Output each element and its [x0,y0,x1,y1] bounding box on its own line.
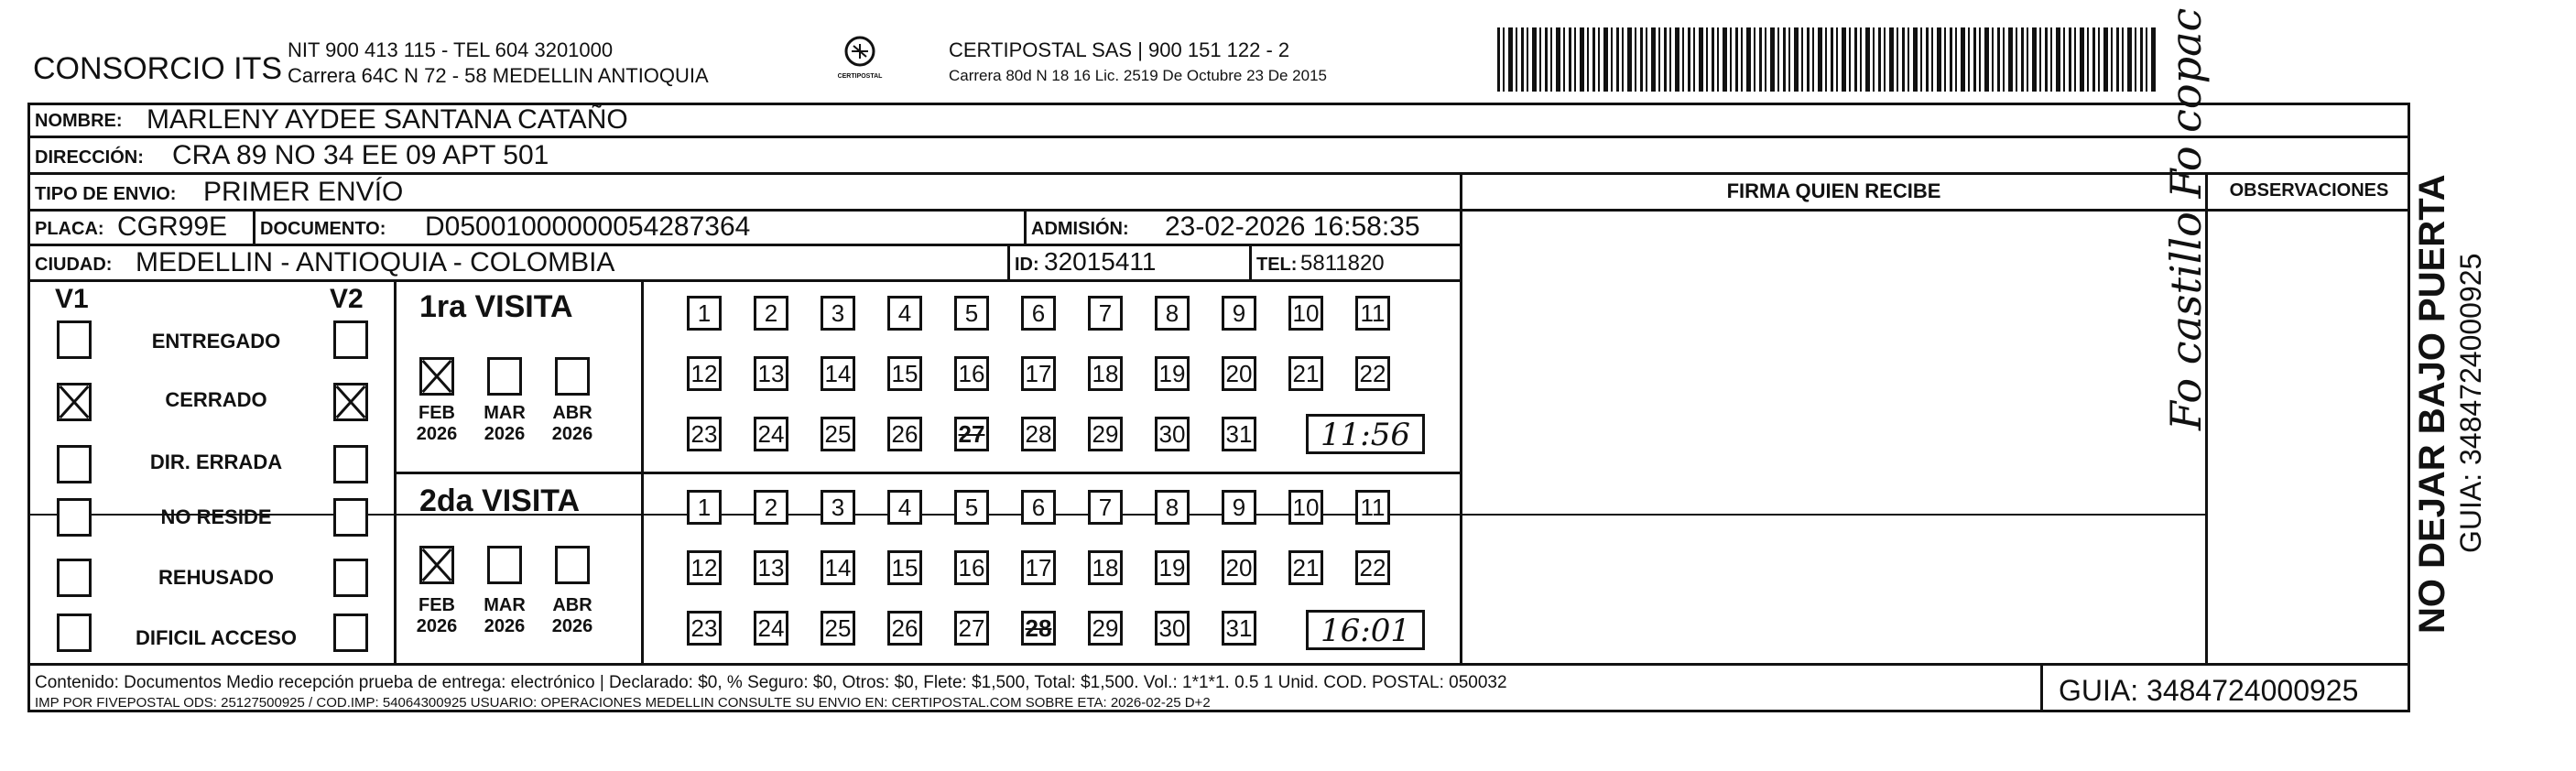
certipostal-logo [831,33,888,88]
ciudad-value: MEDELLIN - ANTIOQUIA - COLOMBIA [136,247,615,277]
first-visit-day-12[interactable]: 12 [687,356,722,391]
observaciones-header: OBSERVACIONES [2229,180,2389,201]
documento-label: DOCUMENTO: [260,219,386,239]
no-dejar-bajo-puerta: NO DEJAR BAJO PUERTA [2412,174,2452,634]
admision-label: ADMISIÓN: [1031,219,1129,239]
footer-imp: IMP POR FIVEPOSTAL ODS: 25127500925 / COD.IMP: 54064300925 USUARIO: OPERACIONES MEDELLIN CONSULTE SU ENVIO EN: CERTIPOSTAL.COM SOBRE ETA: 2026-02-25 D+2 [35,695,1211,711]
first-visit-day-22[interactable]: 22 [1355,356,1390,391]
second-visit-day-21[interactable]: 21 [1288,550,1323,585]
firma-header: FIRMA QUIEN RECIBE [1726,179,1941,202]
second-visit-day-26[interactable]: 26 [887,611,922,646]
certipostal-address: Carrera 80d N 18 16 Lic. 2519 De Octubre 23 De 2015 [949,67,1327,84]
second-visit-day-1[interactable]: 1 [687,490,722,525]
first-visit-day-28[interactable]: 28 [1021,417,1056,451]
first-visit-day-10[interactable]: 10 [1288,296,1323,331]
placa-label: PLACA: [35,219,104,239]
second-visit-day-14[interactable]: 14 [821,550,855,585]
id-label: ID: [1015,255,1039,275]
second-visit-day-24[interactable]: 24 [754,611,788,646]
second-visit-day-23[interactable]: 23 [687,611,722,646]
v2-checkbox-entregado[interactable] [333,320,368,359]
v1-checkbox-rehusado[interactable] [57,559,92,597]
side-guia: GUIA: 3484724000925 [2454,253,2487,553]
second-visit-day-4[interactable]: 4 [887,490,922,525]
v1-checkbox-dificil-acceso[interactable] [57,614,92,652]
first-visit-day-2[interactable]: 2 [754,296,788,331]
id-value: 32015411 [1044,247,1157,276]
v1-label: V1 [55,284,89,314]
placa-value: CGR99E [117,212,228,242]
ciudad-label: CIUDAD: [35,255,113,275]
second-visit-day-13[interactable]: 13 [754,550,788,585]
second-visit-day-12[interactable]: 12 [687,550,722,585]
second-visit-day-9[interactable]: 9 [1222,490,1256,525]
first-visit-day-11[interactable]: 11 [1355,296,1390,331]
second-visit-month-feb: FEB 2026 [416,595,458,636]
first-visit-month-abr: ABR 2026 [551,403,593,444]
first-visit-day-20[interactable]: 20 [1222,356,1256,391]
v2-label: V2 [330,284,364,314]
second-visit-day-28[interactable]: 28 [1021,611,1056,646]
second-visit-day-25[interactable]: 25 [821,611,855,646]
first-visit-day-16[interactable]: 16 [954,356,989,391]
company-name: CONSORCIO ITS [33,51,283,86]
second-visit-day-16[interactable]: 16 [954,550,989,585]
second-visit-day-15[interactable]: 15 [887,550,922,585]
v2-checkbox-rehusado[interactable] [333,559,368,597]
v2-checkbox-cerrado[interactable] [333,383,368,421]
first-visit-title: 1ra VISITA [419,289,573,324]
first-visit-day-14[interactable]: 14 [821,356,855,391]
first-visit-day-26[interactable]: 26 [887,417,922,451]
second-visit-day-31[interactable]: 31 [1222,611,1256,646]
v1-checkbox-cerrado[interactable] [57,383,92,421]
second-visit-day-7[interactable]: 7 [1088,490,1123,525]
first-visit-day-17[interactable]: 17 [1021,356,1056,391]
first-visit-month-feb: FEB 2026 [416,403,458,444]
status-cerrado: CERRADO [165,388,267,411]
first-visit-month-mar-checkbox[interactable] [487,357,522,396]
first-visit-time-box [1306,414,1425,454]
v2-checkbox-dir-errada[interactable] [333,445,368,483]
second-visit-time-box [1306,610,1425,650]
second-visit-day-20[interactable]: 20 [1222,550,1256,585]
second-visit-day-8[interactable]: 8 [1155,490,1190,525]
second-visit-day-2[interactable]: 2 [754,490,788,525]
first-visit-day-5[interactable]: 5 [954,296,989,331]
v1-checkbox-dir-errada[interactable] [57,445,92,483]
v2-checkbox-no-reside[interactable] [333,498,368,537]
tel-label: TEL: [1256,255,1298,275]
second-visit-title: 2da VISITA [419,483,581,518]
direccion-label: DIRECCIÓN: [35,147,144,168]
admision-value: 23-02-2026 16:58:35 [1165,212,1420,242]
second-visit-day-22[interactable]: 22 [1355,550,1390,585]
status-rehusado: REHUSADO [158,566,274,589]
first-visit-day-6[interactable]: 6 [1021,296,1056,331]
second-visit-day-18[interactable]: 18 [1088,550,1123,585]
first-visit-day-27[interactable]: 27 [954,417,989,451]
second-visit-month-feb-checkbox[interactable] [419,546,454,584]
first-visit-day-21[interactable]: 21 [1288,356,1323,391]
footer-guia: GUIA: 3484724000925 [2059,674,2359,707]
certipostal-company: CERTIPOSTAL SAS | 900 151 122 - 2 [949,38,1290,61]
tel-value: 5811820 [1300,251,1385,276]
certipostal-logo-text: CERTIPOSTAL [837,73,883,80]
status-dir-errada: DIR. ERRADA [149,451,283,473]
first-visit-day-29[interactable]: 29 [1088,417,1123,451]
first-visit-day-18[interactable]: 18 [1088,356,1123,391]
second-visit-day-17[interactable]: 17 [1021,550,1056,585]
first-visit-month-feb-checkbox[interactable] [419,357,454,396]
first-visit-day-24[interactable]: 24 [754,417,788,451]
first-visit-day-31[interactable]: 31 [1222,417,1256,451]
certipostal-logo-icon [831,33,888,88]
first-visit-day-8[interactable]: 8 [1155,296,1190,331]
status-entregado: ENTREGADO [151,330,281,353]
second-visit-day-11[interactable]: 11 [1355,490,1390,525]
first-visit-month-abr-checkbox[interactable] [555,357,590,396]
first-visit-day-4[interactable]: 4 [887,296,922,331]
first-visit-day-25[interactable]: 25 [821,417,855,451]
second-visit-month-abr: ABR 2026 [551,595,593,636]
v1-checkbox-entregado[interactable] [57,320,92,359]
second-visit-day-3[interactable]: 3 [821,490,855,525]
second-visit-day-27[interactable]: 27 [954,611,989,646]
first-visit-day-13[interactable]: 13 [754,356,788,391]
direccion-value: CRA 89 NO 34 EE 09 APT 501 [172,140,549,170]
tipo-envio-label: TIPO DE ENVIO: [35,184,177,204]
company-address: Carrera 64C N 72 - 58 MEDELLIN ANTIOQUIA [288,64,709,87]
nombre-value: MARLENY AYDEE SANTANA CATAÑO [147,104,628,135]
nombre-label: NOMBRE: [35,111,123,131]
second-visit-month-mar-checkbox[interactable] [487,546,522,584]
first-visit-day-3[interactable]: 3 [821,296,855,331]
first-visit-day-1[interactable]: 1 [687,296,722,331]
first-visit-month-mar: MAR 2026 [484,403,526,444]
v2-checkbox-dificil-acceso[interactable] [333,614,368,652]
v1-checkbox-no-reside[interactable] [57,498,92,537]
footer-contenido: Contenido: Documentos Medio recepción prueba de entrega: electrónico | Declarado: $0, % Seguro: $0, Otros: $0, Flete: $1,500, Total: $1,500. Vol.: 1*1*1. 0.5 1 Unid. COD. POSTAL: 050032 [35,673,1507,692]
first-visit-time: 11:56 [1321,417,1410,453]
first-visit-day-9[interactable]: 9 [1222,296,1256,331]
second-visit-day-19[interactable]: 19 [1155,550,1190,585]
observaciones-handwriting: Fo castillo Fo copac [2161,7,2211,430]
first-visit-day-19[interactable]: 19 [1155,356,1190,391]
status-no-reside: NO RESIDE [160,505,272,528]
second-visit-day-5[interactable]: 5 [954,490,989,525]
first-visit-day-7[interactable]: 7 [1088,296,1123,331]
second-visit-day-10[interactable]: 10 [1288,490,1323,525]
first-visit-day-30[interactable]: 30 [1155,417,1190,451]
second-visit-day-30[interactable]: 30 [1155,611,1190,646]
second-visit-month-abr-checkbox[interactable] [555,546,590,584]
first-visit-day-15[interactable]: 15 [887,356,922,391]
status-dificil-acceso: DIFICIL ACCESO [135,626,297,649]
barcode [1497,27,2157,92]
second-visit-day-6[interactable]: 6 [1021,490,1056,525]
second-visit-month-mar: MAR 2026 [484,595,526,636]
first-visit-day-23[interactable]: 23 [687,417,722,451]
documento-value: D05001000000054287364 [425,212,751,242]
company-nit-tel: NIT 900 413 115 - TEL 604 3201000 [288,38,614,61]
second-visit-day-29[interactable]: 29 [1088,611,1123,646]
second-visit-time: 16:01 [1321,613,1410,649]
tipo-envio-value: PRIMER ENVÍO [203,177,404,207]
